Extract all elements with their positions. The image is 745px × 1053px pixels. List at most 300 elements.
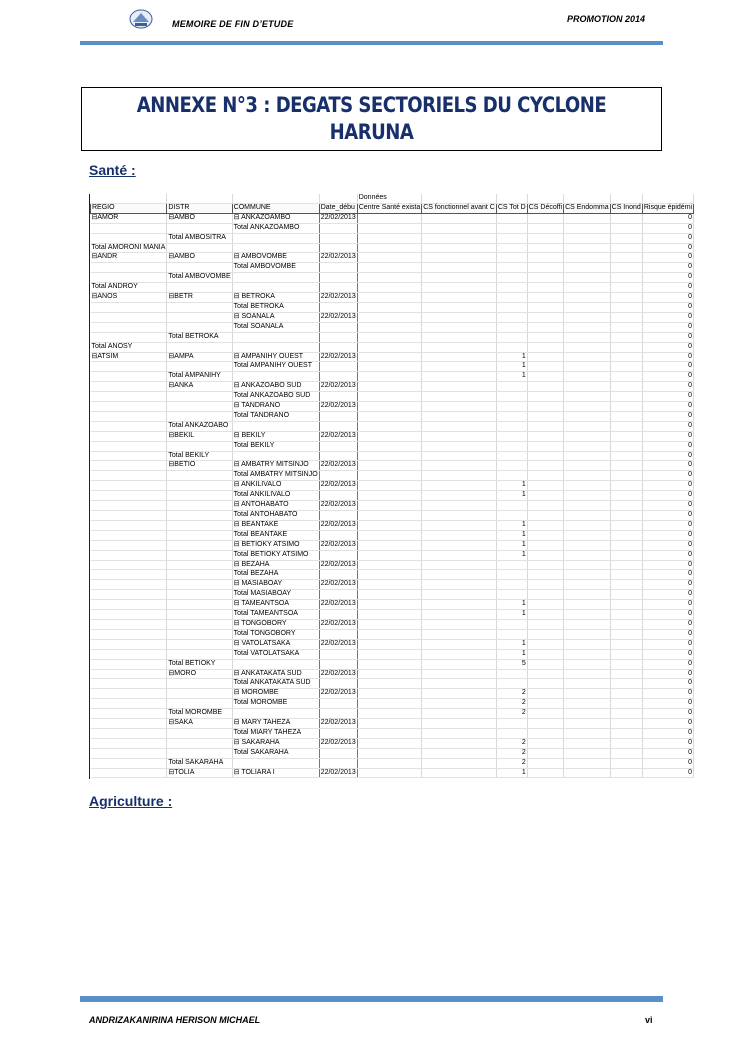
table-cell[interactable]: ⊟ MARY TAHEZA xyxy=(232,719,319,729)
table-cell xyxy=(319,550,357,560)
table-cell xyxy=(564,748,611,758)
table-cell xyxy=(91,590,167,600)
table-cell xyxy=(319,679,357,689)
table-cell[interactable]: ⊟ TANDRANO xyxy=(232,402,319,412)
table-cell[interactable]: ⊟ ANKAZOAMBO xyxy=(232,213,319,223)
table-cell xyxy=(610,431,642,441)
table-cell: 0 xyxy=(642,669,693,679)
table-cell xyxy=(91,421,167,431)
table-cell xyxy=(357,679,421,689)
table-cell xyxy=(319,699,357,709)
table-cell xyxy=(610,511,642,521)
table-cell: Total AMPANIHY OUEST xyxy=(232,362,319,372)
author-name: ANDRIZAKANIRINA HERISON MICHAEL xyxy=(89,1015,261,1025)
table-row xyxy=(91,471,694,481)
table-cell xyxy=(496,253,527,263)
table-cell xyxy=(527,649,563,659)
table-cell[interactable]: ⊟ MOROMBE xyxy=(232,689,319,699)
table-cell xyxy=(91,748,167,758)
table-cell[interactable]: ⊟AMOR xyxy=(91,213,167,223)
table-cell xyxy=(167,580,232,590)
table-row xyxy=(91,233,694,243)
table-cell xyxy=(167,590,232,600)
table-cell xyxy=(357,511,421,521)
table-cell xyxy=(91,520,167,530)
table-cell xyxy=(91,758,167,768)
table-cell[interactable]: ⊟ATSIM xyxy=(91,352,167,362)
table-cell[interactable]: ⊟ BETIOKY ATSIMO xyxy=(232,540,319,550)
table-cell xyxy=(564,382,611,392)
table-cell: 2 xyxy=(496,758,527,768)
table-cell xyxy=(527,431,563,441)
table-cell xyxy=(422,758,497,768)
table-cell xyxy=(167,728,232,738)
table-cell[interactable]: ⊟ TOLIARA I xyxy=(232,768,319,778)
table-cell xyxy=(527,600,563,610)
empty-cell xyxy=(564,194,611,203)
table-cell xyxy=(319,273,357,283)
table-cell xyxy=(91,372,167,382)
header-divider xyxy=(80,41,663,45)
column-header[interactable]: Date_débu xyxy=(319,203,357,213)
table-cell: 0 xyxy=(642,728,693,738)
table-cell: Total AMBOSITRA xyxy=(167,233,232,243)
table-cell: 1 xyxy=(496,550,527,560)
table-cell xyxy=(232,342,319,352)
table-cell[interactable]: ⊟ VATOLATSAKA xyxy=(232,639,319,649)
table-cell xyxy=(610,719,642,729)
table-cell xyxy=(564,411,611,421)
table-cell xyxy=(610,619,642,629)
table-cell[interactable]: ⊟ANKA xyxy=(167,382,232,392)
table-cell xyxy=(610,570,642,580)
table-cell: 0 xyxy=(642,570,693,580)
table-cell xyxy=(564,501,611,511)
table-cell xyxy=(422,649,497,659)
table-cell xyxy=(357,481,421,491)
table-cell xyxy=(232,659,319,669)
table-cell: Total ANKILIVALO xyxy=(232,491,319,501)
table-cell: 0 xyxy=(642,411,693,421)
table-row xyxy=(91,550,694,560)
table-cell xyxy=(564,570,611,580)
table-cell xyxy=(422,441,497,451)
table-cell xyxy=(167,481,232,491)
table-cell xyxy=(564,213,611,223)
table-cell xyxy=(527,253,563,263)
table-cell xyxy=(357,560,421,570)
table-cell xyxy=(527,481,563,491)
table-cell xyxy=(564,610,611,620)
table-row xyxy=(91,461,694,471)
page-number: vi xyxy=(645,1015,653,1025)
table-cell[interactable]: ⊟AMBO xyxy=(167,253,232,263)
table-cell xyxy=(527,679,563,689)
table-cell xyxy=(91,402,167,412)
table-cell[interactable]: ⊟ BEZAHA xyxy=(232,560,319,570)
table-cell: 0 xyxy=(642,312,693,322)
table-cell[interactable]: ⊟ BEKILY xyxy=(232,431,319,441)
table-cell: Total BEANTAKE xyxy=(232,530,319,540)
table-cell: 1 xyxy=(496,530,527,540)
table-cell xyxy=(357,501,421,511)
table-cell xyxy=(232,273,319,283)
table-cell: 0 xyxy=(642,481,693,491)
table-cell: 1 xyxy=(496,491,527,501)
table-cell xyxy=(564,639,611,649)
table-cell xyxy=(527,233,563,243)
table-row xyxy=(91,768,694,778)
table-cell: 0 xyxy=(642,699,693,709)
table-cell[interactable]: ⊟ SAKARAHA xyxy=(232,738,319,748)
table-cell xyxy=(610,550,642,560)
table-cell xyxy=(564,431,611,441)
table-cell xyxy=(422,293,497,303)
table-cell[interactable]: ⊟AMBO xyxy=(167,213,232,223)
table-cell[interactable]: ⊟ BEANTAKE xyxy=(232,520,319,530)
table-cell xyxy=(527,629,563,639)
table-cell xyxy=(527,372,563,382)
table-cell xyxy=(527,639,563,649)
table-cell xyxy=(527,659,563,669)
table-cell xyxy=(422,431,497,441)
table-cell: Total BEKILY xyxy=(232,441,319,451)
table-cell xyxy=(496,411,527,421)
table-cell xyxy=(564,758,611,768)
table-cell xyxy=(167,362,232,372)
table-row xyxy=(91,540,694,550)
table-cell xyxy=(91,649,167,659)
table-cell xyxy=(91,501,167,511)
table-cell xyxy=(357,293,421,303)
table-cell xyxy=(496,342,527,352)
table-cell xyxy=(527,758,563,768)
table-cell: 22/02/2013 xyxy=(319,213,357,223)
table-cell xyxy=(564,530,611,540)
table-cell xyxy=(319,392,357,402)
table-cell xyxy=(496,619,527,629)
table-cell xyxy=(422,491,497,501)
table-cell xyxy=(422,570,497,580)
table-cell xyxy=(564,540,611,550)
table-cell xyxy=(422,392,497,402)
table-cell xyxy=(496,273,527,283)
table-cell xyxy=(357,332,421,342)
table-cell xyxy=(610,758,642,768)
table-cell xyxy=(357,322,421,332)
table-cell xyxy=(422,421,497,431)
table-cell xyxy=(357,421,421,431)
table-cell xyxy=(610,332,642,342)
table-cell xyxy=(91,233,167,243)
table-cell xyxy=(496,283,527,293)
table-cell xyxy=(527,402,563,412)
table-cell xyxy=(610,679,642,689)
table-cell xyxy=(232,451,319,461)
table-cell[interactable]: ⊟ ANKATAKATA SUD xyxy=(232,669,319,679)
empty-cell xyxy=(496,194,527,203)
table-cell: 0 xyxy=(642,679,693,689)
table-cell: Total BETROKA xyxy=(167,332,232,342)
table-cell[interactable]: ⊟ TONGOBORY xyxy=(232,619,319,629)
table-cell xyxy=(167,223,232,233)
table-cell[interactable]: ⊟ ANKAZOABO SUD xyxy=(232,382,319,392)
table-cell[interactable]: ⊟ TAMEANTSOA xyxy=(232,600,319,610)
table-cell[interactable]: ⊟BETIO xyxy=(167,461,232,471)
table-cell xyxy=(610,540,642,550)
table-cell xyxy=(527,719,563,729)
table-cell: Total TAMEANTSOA xyxy=(232,610,319,620)
table-cell: Total SOANALA xyxy=(232,322,319,332)
table-cell xyxy=(422,461,497,471)
table-cell: 0 xyxy=(642,402,693,412)
table-row xyxy=(91,421,694,431)
table-cell xyxy=(91,728,167,738)
table-cell xyxy=(564,332,611,342)
table-cell xyxy=(610,461,642,471)
table-cell xyxy=(610,273,642,283)
table-cell xyxy=(91,302,167,312)
table-cell xyxy=(319,362,357,372)
table-cell: 0 xyxy=(642,213,693,223)
table-row xyxy=(91,223,694,233)
table-cell xyxy=(496,302,527,312)
table-cell[interactable]: ⊟ MASIABOAY xyxy=(232,580,319,590)
table-cell xyxy=(564,392,611,402)
table-cell xyxy=(319,610,357,620)
table-cell: 22/02/2013 xyxy=(319,768,357,778)
column-header[interactable]: REGIO xyxy=(91,203,167,213)
table-cell xyxy=(357,263,421,273)
table-cell: 5 xyxy=(496,659,527,669)
table-cell xyxy=(357,540,421,550)
table-cell xyxy=(422,709,497,719)
table-cell: 0 xyxy=(642,392,693,402)
table-cell xyxy=(91,431,167,441)
table-cell xyxy=(167,738,232,748)
column-header: CS fonctionnel avant C xyxy=(422,203,497,213)
table-cell xyxy=(496,332,527,342)
table-cell: 22/02/2013 xyxy=(319,352,357,362)
table-cell xyxy=(357,233,421,243)
table-cell xyxy=(232,372,319,382)
table-cell xyxy=(610,263,642,273)
donnees-label: Données xyxy=(357,194,421,203)
table-cell xyxy=(357,699,421,709)
table-cell: 0 xyxy=(642,421,693,431)
table-cell: 0 xyxy=(642,520,693,530)
empty-cell xyxy=(319,194,357,203)
table-cell xyxy=(91,659,167,669)
column-header[interactable]: DISTR xyxy=(167,203,232,213)
table-cell[interactable]: ⊟MORO xyxy=(167,669,232,679)
table-cell[interactable]: ⊟ ANTOHABATO xyxy=(232,501,319,511)
table-cell xyxy=(422,233,497,243)
table-cell xyxy=(564,580,611,590)
table-cell: 0 xyxy=(642,451,693,461)
table-cell: Total ANOSY xyxy=(91,342,167,352)
table-cell: 0 xyxy=(642,293,693,303)
donnees-row xyxy=(91,194,694,203)
table-cell xyxy=(610,402,642,412)
table-row xyxy=(91,451,694,461)
column-header: CS Décoffi xyxy=(527,203,563,213)
table-cell xyxy=(564,728,611,738)
table-row xyxy=(91,322,694,332)
table-cell xyxy=(422,471,497,481)
table-cell[interactable]: ⊟SAKA xyxy=(167,719,232,729)
table-cell xyxy=(564,451,611,461)
table-cell xyxy=(357,362,421,372)
table-cell xyxy=(496,580,527,590)
table-cell xyxy=(422,590,497,600)
table-cell[interactable]: ⊟ANOS xyxy=(91,293,167,303)
table-cell xyxy=(422,600,497,610)
table-cell: 0 xyxy=(642,610,693,620)
table-cell[interactable]: ⊟ ANKILIVALO xyxy=(232,481,319,491)
table-cell: 22/02/2013 xyxy=(319,431,357,441)
table-cell xyxy=(496,312,527,322)
table-cell xyxy=(91,540,167,550)
table-cell xyxy=(91,263,167,273)
table-row xyxy=(91,530,694,540)
table-cell: 1 xyxy=(496,540,527,550)
table-cell xyxy=(422,679,497,689)
table-cell xyxy=(357,768,421,778)
table-cell[interactable]: ⊟ SOANALA xyxy=(232,312,319,322)
table-row xyxy=(91,520,694,530)
table-cell xyxy=(91,471,167,481)
table-row xyxy=(91,243,694,253)
table-cell xyxy=(610,560,642,570)
table-cell xyxy=(564,322,611,332)
column-header: CS Endomma xyxy=(564,203,611,213)
table-cell xyxy=(496,402,527,412)
table-cell: 1 xyxy=(496,649,527,659)
table-cell: Total BETIOKY ATSIMO xyxy=(232,550,319,560)
table-cell xyxy=(422,283,497,293)
table-cell[interactable]: ⊟ AMPANIHY OUEST xyxy=(232,352,319,362)
footer-divider xyxy=(80,996,663,1002)
table-cell xyxy=(496,421,527,431)
table-cell xyxy=(319,263,357,273)
table-cell xyxy=(357,461,421,471)
table-cell xyxy=(422,501,497,511)
table-cell xyxy=(357,253,421,263)
table-cell[interactable]: ⊟TOLIA xyxy=(167,768,232,778)
table-cell: 1 xyxy=(496,481,527,491)
table-cell: Total MIARY TAHEZA xyxy=(232,728,319,738)
table-cell xyxy=(527,610,563,620)
table-cell xyxy=(527,332,563,342)
table-cell xyxy=(564,302,611,312)
table-cell xyxy=(422,738,497,748)
table-cell: Total TANDRANO xyxy=(232,411,319,421)
table-cell xyxy=(527,768,563,778)
table-cell xyxy=(564,402,611,412)
table-cell xyxy=(167,560,232,570)
table-cell xyxy=(422,639,497,649)
table-cell xyxy=(564,283,611,293)
table-cell xyxy=(422,382,497,392)
table-cell xyxy=(610,738,642,748)
table-row xyxy=(91,728,694,738)
table-cell xyxy=(357,748,421,758)
table-cell xyxy=(564,372,611,382)
table-cell: 1 xyxy=(496,610,527,620)
table-row xyxy=(91,590,694,600)
table-cell[interactable]: ⊟BEKIL xyxy=(167,431,232,441)
table-cell xyxy=(496,719,527,729)
table-cell[interactable]: ⊟ AMBOVOMBE xyxy=(232,253,319,263)
table-cell xyxy=(422,302,497,312)
table-cell[interactable]: ⊟AMPA xyxy=(167,352,232,362)
table-cell xyxy=(564,481,611,491)
table-row xyxy=(91,253,694,263)
table-cell xyxy=(527,580,563,590)
table-cell xyxy=(527,709,563,719)
table-cell xyxy=(422,362,497,372)
table-cell xyxy=(527,550,563,560)
table-cell[interactable]: ⊟ BETROKA xyxy=(232,293,319,303)
table-cell xyxy=(319,570,357,580)
section-heading-agriculture: Agriculture : xyxy=(89,793,173,809)
table-cell xyxy=(357,243,421,253)
table-cell xyxy=(357,273,421,283)
table-cell xyxy=(357,402,421,412)
table-cell xyxy=(422,669,497,679)
table-cell[interactable]: ⊟ANDR xyxy=(91,253,167,263)
table-cell xyxy=(319,530,357,540)
table-cell xyxy=(91,629,167,639)
table-cell xyxy=(527,421,563,431)
table-cell: 0 xyxy=(642,639,693,649)
annex-title-box xyxy=(81,87,662,151)
table-cell xyxy=(167,471,232,481)
table-cell xyxy=(91,362,167,372)
table-row xyxy=(91,619,694,629)
table-cell: 22/02/2013 xyxy=(319,560,357,570)
table-cell xyxy=(422,402,497,412)
table-cell[interactable]: ⊟BETR xyxy=(167,293,232,303)
table-cell: 22/02/2013 xyxy=(319,312,357,322)
table-cell: 22/02/2013 xyxy=(319,619,357,629)
table-cell xyxy=(564,263,611,273)
table-cell[interactable]: ⊟ AMBATRY MITSINJO xyxy=(232,461,319,471)
table-cell xyxy=(319,223,357,233)
table-row xyxy=(91,659,694,669)
table-cell xyxy=(232,709,319,719)
table-cell xyxy=(357,629,421,639)
column-header[interactable]: COMMUNE xyxy=(232,203,319,213)
table-cell xyxy=(610,471,642,481)
table-row xyxy=(91,560,694,570)
table-cell xyxy=(610,481,642,491)
table-cell: Total MASIABOAY xyxy=(232,590,319,600)
table-cell: 22/02/2013 xyxy=(319,580,357,590)
table-cell xyxy=(422,451,497,461)
table-cell xyxy=(527,511,563,521)
table-cell: 1 xyxy=(496,600,527,610)
table-cell xyxy=(527,491,563,501)
table-cell xyxy=(167,610,232,620)
table-cell: Total BETIOKY xyxy=(167,659,232,669)
table-row xyxy=(91,283,694,293)
table-cell: 22/02/2013 xyxy=(319,402,357,412)
table-cell: 22/02/2013 xyxy=(319,600,357,610)
table-cell xyxy=(527,213,563,223)
table-cell xyxy=(564,590,611,600)
